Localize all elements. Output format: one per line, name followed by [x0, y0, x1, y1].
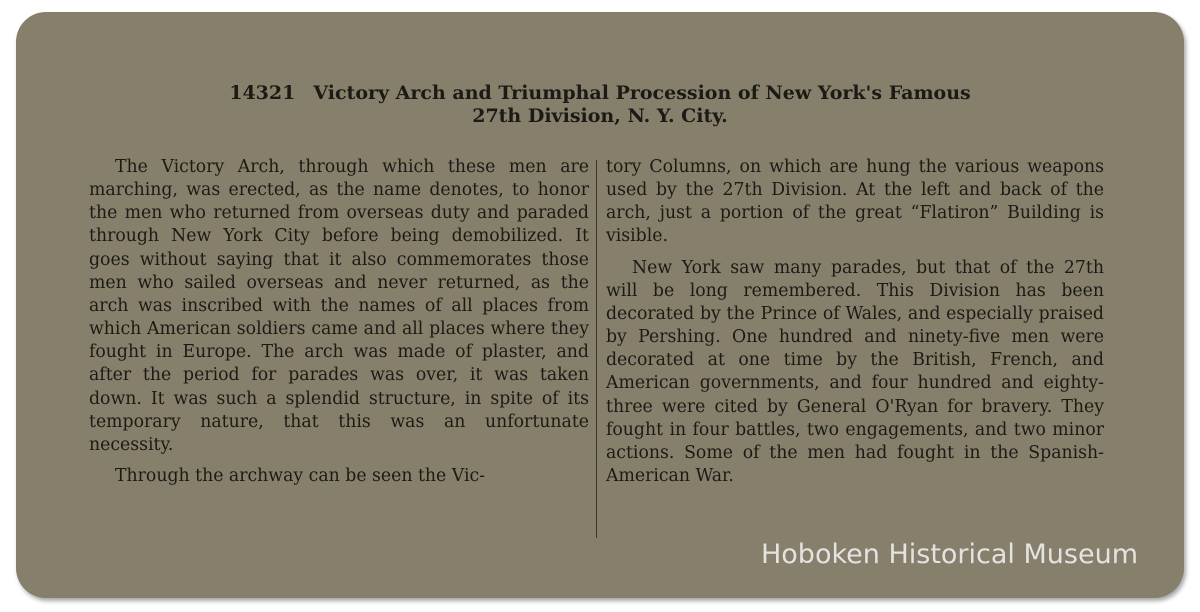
- title-line-2: 27th Division, N. Y. City.: [472, 105, 728, 127]
- left-column: [89, 156, 589, 488]
- right-column: [606, 156, 1104, 488]
- column-divider: [596, 160, 597, 538]
- paragraph: Through the archway can be seen the Vic-: [115, 466, 486, 487]
- paragraph: New York saw many parades, but that of the 27th will be long remembered. This Division has been decorated by the Prince of Wales, and especially praised by Pershing. One hundred and ninety-five men were decorated at one time by the British, French, and American governments, and four hundred and eighty-three were cited by General O'Ryan for bravery. They fought in four battles, two engagements, and two minor actions. Some of the men had fought in the Spanish-American War.: [606, 257, 1104, 487]
- paragraph: tory Columns, on which are hung the various weapons used by the 27th Division. At the left and back of the arch, just a portion of the great “Flatiron” Building is visible.: [606, 157, 1104, 247]
- paragraph: The Victory Arch, through which these men are marching, was erected, as the name denotes, to honor the men who returned from overseas duty and paraded through New York City before being demobilized. It goes without saying that it also commemorates those men who sailed overseas and never returned, as the arch was inscribed with the names of all places from which American soldiers came and all places where they fought in Europe. The arch was made of plaster, and after the period for parades was over, it was taken down. It was such a splendid structure, in spite of its temporary nature, that this was an unfortunate necessity.: [89, 157, 589, 455]
- title-line-1: [0, 82, 1200, 105]
- museum-watermark: Hoboken Historical Museum: [760, 539, 1138, 570]
- card-title: [0, 82, 1200, 128]
- card-number: 14321: [229, 82, 296, 104]
- title-text-line-1: Victory Arch and Triumphal Procession of New York's Famous: [313, 82, 971, 104]
